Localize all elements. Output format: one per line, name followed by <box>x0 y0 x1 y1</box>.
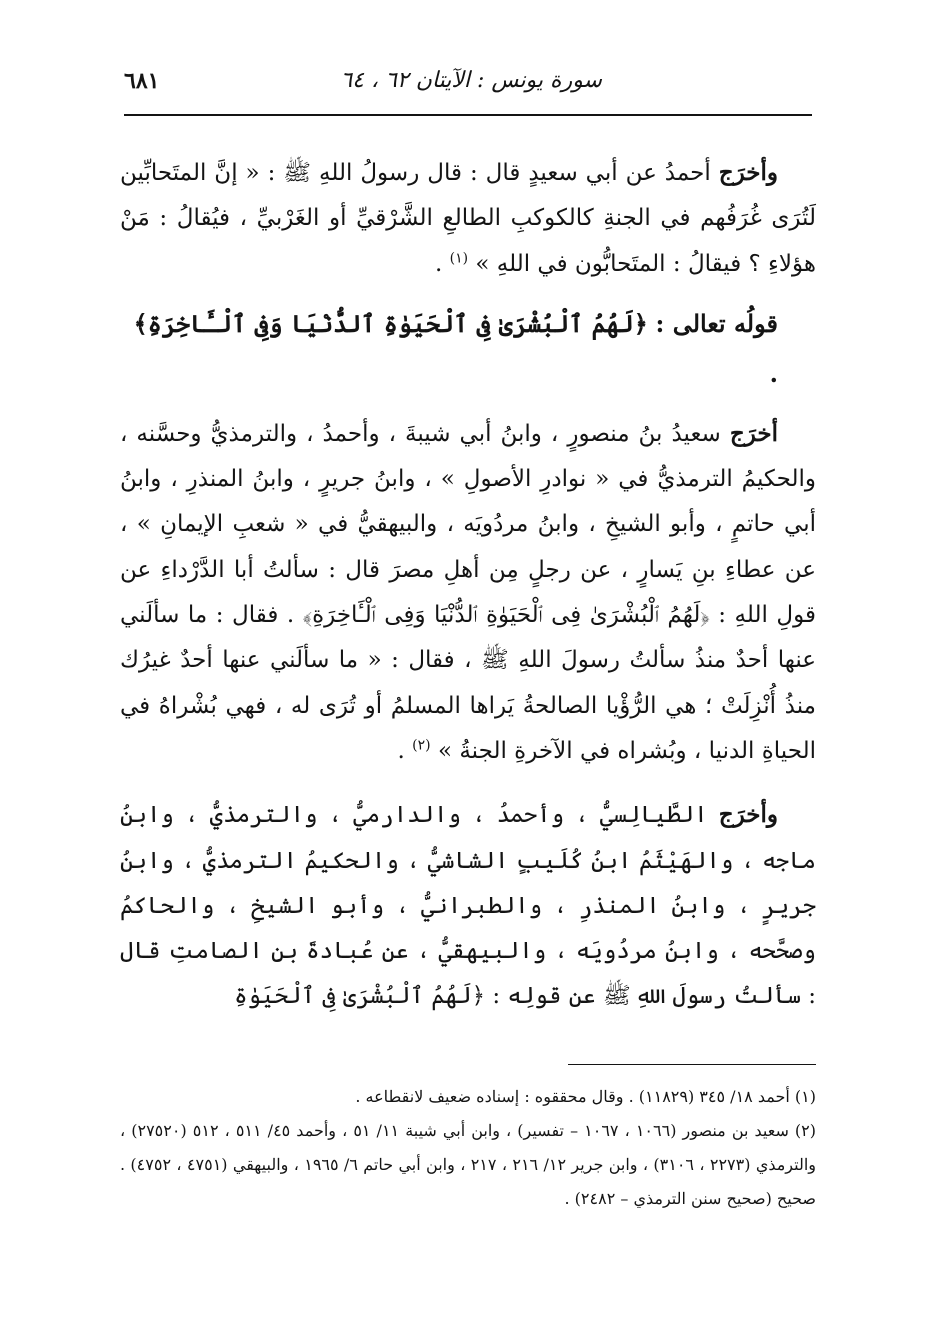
header-divider <box>124 114 812 116</box>
footnote-2: (٢) سعيد بن منصور (١٠٦٦ ، ١٠٦٧ – تفسير) ، وابن أبي شيبة ١١/ ٥١ ، وأحمد ٤٥/ ٥١١ ، ٥١٢ (٢٧٥٢٠) ، والترمذي (٢٢٧٣ ، ٣١٠٦) ، وابن جرير ١٢/ ٢١٦ ، ٢١٧ ، وابن أبي حاتم ٦/ ١٩٦٥ ، والبيهقي (٤٧٥١ ، ٤٧٥٢) . صحيح (صحيح سنن الترمذي – ٢٤٨٢) . <box>120 1121 817 1208</box>
verse-heading <box>120 299 816 399</box>
paragraph-lead: أخرَج <box>729 419 779 447</box>
paragraph-text: سعيدُ بنُ منصورٍ ، وابنُ أبي شيبةَ ، وأحمدُ ، والترمذيُّ وحسَّنه ، والحكيمُ الترمذيُّ في « نوادرِ الأصولِ » ، وابنُ جريرٍ ، وابنُ المنذرِ ، وابنُ أبي حاتمٍ ، وأبو الشيخِ ، وابنُ مردُويَه ، والبيهقيُّ في « شعبِ الإيمانِ » ، عن عطاءِ بنِ يَسارٍ ، عن رجلٍ مِن أهلِ مصرَ قال : سألتُ أبا الدَّرْداءِ عن قولِ اللهِ : ﴿لَهُمُ ٱلْبُشْرَىٰ فِى ٱلْحَيَوٰةِ ٱلدُّنْيَا وَفِى ٱلْـَٔاخِرَةِ﴾ . فقال : ما سألَني عنها أحدٌ منذُ سألتُ رسولَ اللهِ ﷺ ، فقال : « ما سألَني عنها أحدٌ غيرُك منذُ أُنْزِلَتْ ؛ هي الرُّؤْيا الصالحةُ يَراها المسلمُ أو تُرَى له ، فهي بُشْراهُ في الحياةِ الدنيا ، وبُشراه في الآخرةِ الجنةُ » <box>120 420 816 764</box>
footnotes <box>120 1080 816 1216</box>
verse-heading-lead: قولُه تعالى : <box>655 308 778 338</box>
footnote-ref-1: (١) <box>449 249 469 266</box>
paragraph-abu-darda <box>120 411 816 774</box>
paragraph-ubada <box>120 792 816 1019</box>
running-title: سورة يونس : الآيتان ٦٢ ، ٦٤ <box>340 68 602 93</box>
footnote-1: (١) أحمد ١٨/ ٣٤٥ (١١٨٢٩) . وقال محققوه : إسناده ضعيف لانقطاعه . <box>355 1087 816 1106</box>
footnote-ref-2: (٢) <box>412 737 431 754</box>
page-number: ٦٨١ <box>124 68 160 94</box>
verse-text: ﴿لَهُمُ ٱلْبُشْرَىٰ فِى ٱلْحَيَوٰةِ ٱلدُّنْيَا وَفِى ٱلْـَٔاخِرَةِ﴾ . <box>133 308 778 388</box>
paragraph-lead: وأخرَج <box>718 159 779 186</box>
page-header <box>124 60 812 100</box>
main-text <box>120 150 816 1020</box>
footnote-divider <box>568 1064 816 1065</box>
paragraph-lead: وأخرَج <box>718 801 778 829</box>
paragraph-ahmad-hadith <box>120 150 816 287</box>
paragraph-end: . <box>434 250 443 277</box>
paragraph-text: الطَّيالِسيُّ ، وأحمدُ ، والدارميُّ ، والترمذيُّ ، وابنُ ماجه ، والهَيْثَمُ ابنُ كُلَيبٍ الشاشيُّ ، والحكيمُ الترمذيُّ ، وابنُ جريرٍ ، وابنُ المنذرِ ، والطبرانيُّ ، وأبو الشيخِ ، والحاكمُ وصحَّحه ، وابنُ مردُويَه ، والبيهقيُّ ، عن عُبادةَ بنِ الصامتِ قال : سألتُ رسولَ اللهِ ﷺ عن قولِه : ﴿لَهُمُ ٱلْبُشْرَىٰ فِى ٱلْحَيَوٰةِ <box>120 802 816 1010</box>
paragraph-text: أحمدُ عن أبي سعيدٍ قال : قال رسولُ اللهِ ﷺ : « إنَّ المتَحابِّين لَتُرَى غُرَفُهم في الجنةِ كالكوكبِ الطالعِ الشَّرْقيِّ أو الغَرْبيِّ ، فيُقالُ : مَنْ هؤلاءِ ؟ فيقالُ : المتَحابُّون في اللهِ » <box>120 160 816 277</box>
paragraph-end: . <box>397 737 405 764</box>
